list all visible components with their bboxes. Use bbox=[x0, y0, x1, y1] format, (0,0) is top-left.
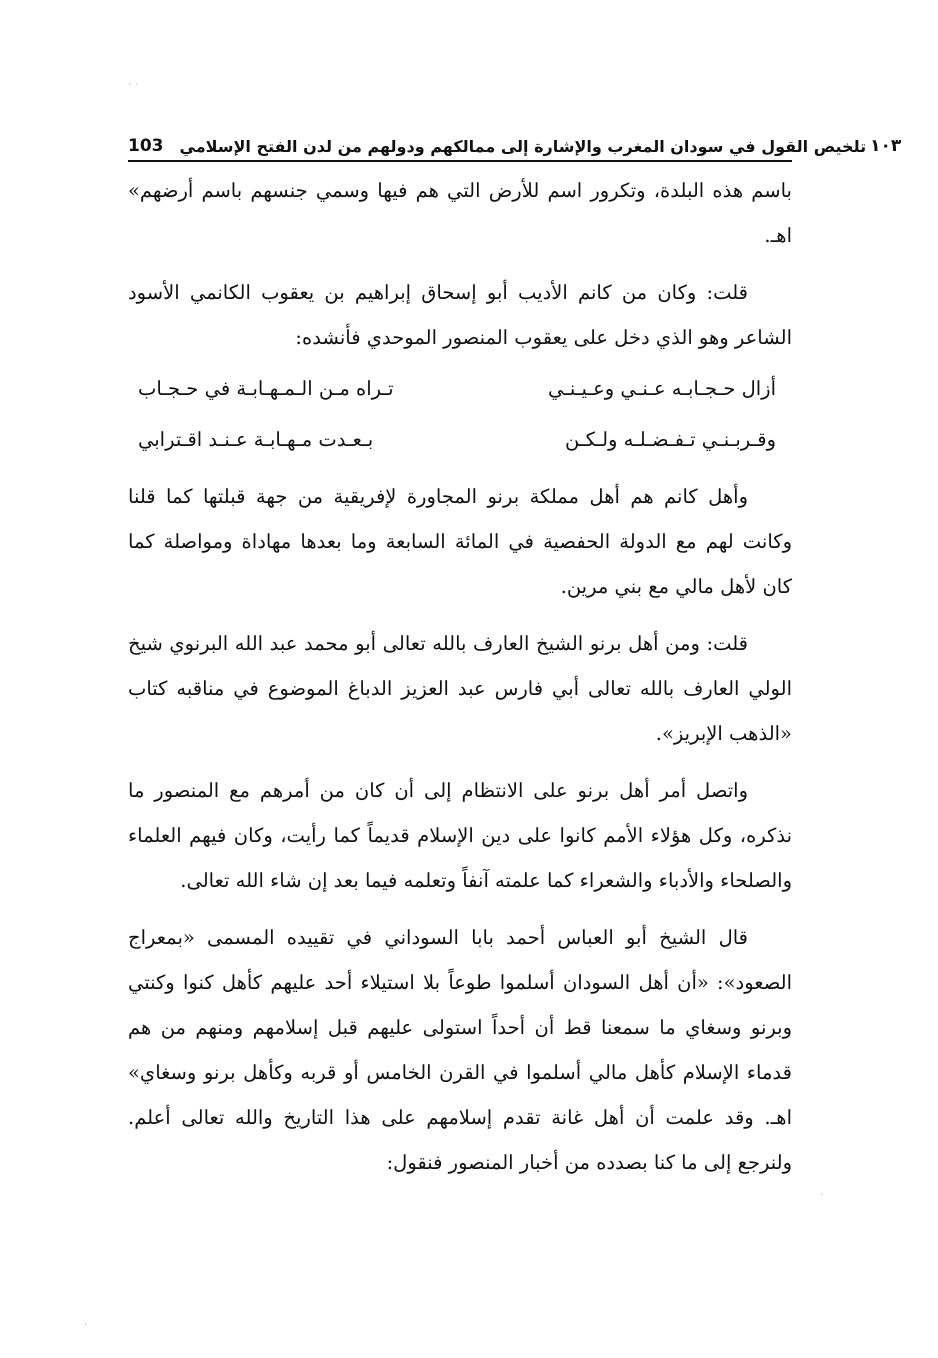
page-number-latin: 103 bbox=[128, 136, 164, 156]
running-header bbox=[128, 116, 902, 162]
paragraph-kanem-poet: قلت: وكان من كانم الأديب أبو إسحاق إبراهيم بن يعقوب الكانمي الأسود الشاعر وهو الذي دخل على يعقوب المنصور الموحدي فأنشده: bbox=[128, 281, 792, 349]
paragraph-bornu-sheikh: قلت: ومن أهل برنو الشيخ العارف بالله تعالى أبو محمد عبد الله البرنوي شيخ الولي العارف بالله تعالى أبي فارس عبد العزيز الدباغ الموضوع في مناقبه كتاب «الذهب الإبريز». bbox=[128, 632, 792, 745]
running-title: تلخيص القول في سودان المغرب والإشارة إلى ممالكهم ودولهم من لدن الفتح الإسلامي bbox=[179, 137, 867, 156]
header-left-group bbox=[128, 136, 866, 156]
page-body bbox=[128, 168, 792, 1185]
verse-2-second-hemistich: بـعـدت مـهـابـة عـنـد اقـترابي bbox=[138, 428, 374, 451]
paragraph-continuation: باسم هذه البلدة، وتكرور اسم للأرض التي هم فيها وسمي جنسهم باسم أرضهم» اهـ. bbox=[128, 179, 792, 247]
scan-speck: · bbox=[820, 1188, 824, 1201]
verse-1-first-hemistich: أزال حـجـابـه عـنـي وعـيـنـي bbox=[547, 377, 776, 400]
poem-verse-2 bbox=[128, 417, 792, 462]
paragraph-ahmad-baba-quote: قال الشيخ أبو العباس أحمد بابا السوداني في تقييده المسمى «بمعراج الصعود»: «أن أهل السودان أسلموا طوعاً بلا استيلاء أحد عليهم كأهل كنوا وكنتي وبرنو وسغاي ما سمعنا قط أن أحداً استولى عليهم قبل إسلامهم ومنهم من هم قدماء الإسلام كأهل مالي أسلموا في القرن الخامس أو قربه وكأهل برنو وسغاي» اهـ. وقد علمت أن أهل غانة تقدم إسلامهم على هذا التاريخ والله تعالى أعلم. ولنرجع إلى ما كنا بصدده من أخبار المنصور فنقول: bbox=[128, 926, 792, 1174]
verse-1-second-hemistich: تـراه مـن الـمـهـابـة في حـجـاب bbox=[138, 377, 394, 400]
paragraph-kanem-bornu: وأهل كانم هم أهل مملكة برنو المجاورة لإفريقية من جهة قبلتها كما قلنا وكانت لهم مع الدولة الحفصية في المائة السابعة وما بعدها مهاداة ومواصلة كما كان لأهل مالي مع بني مرين. bbox=[128, 485, 792, 598]
paragraph-bornu-affairs: واتصل أمر أهل برنو على الانتظام إلى أن كان من أمرهم مع المنصور ما نذكره، وكل هؤلاء الأمم كانوا على دين الإسلام قديماً كما رأيت، وكان فيهم العلماء والصلحاء والأدباء والشعراء كما علمته آنفاً وتعلمه فيما بعد إن شاء الله تعالى. bbox=[128, 779, 792, 892]
scan-speck: · bbox=[84, 1318, 88, 1331]
scan-speck: · · bbox=[128, 78, 139, 91]
poem-verse-1 bbox=[128, 366, 792, 411]
verse-2-first-hemistich: وقـربـنـي تـفـضـلـه ولـكـن bbox=[565, 428, 776, 451]
page-number-arabic: ١٠٣ bbox=[870, 136, 902, 156]
